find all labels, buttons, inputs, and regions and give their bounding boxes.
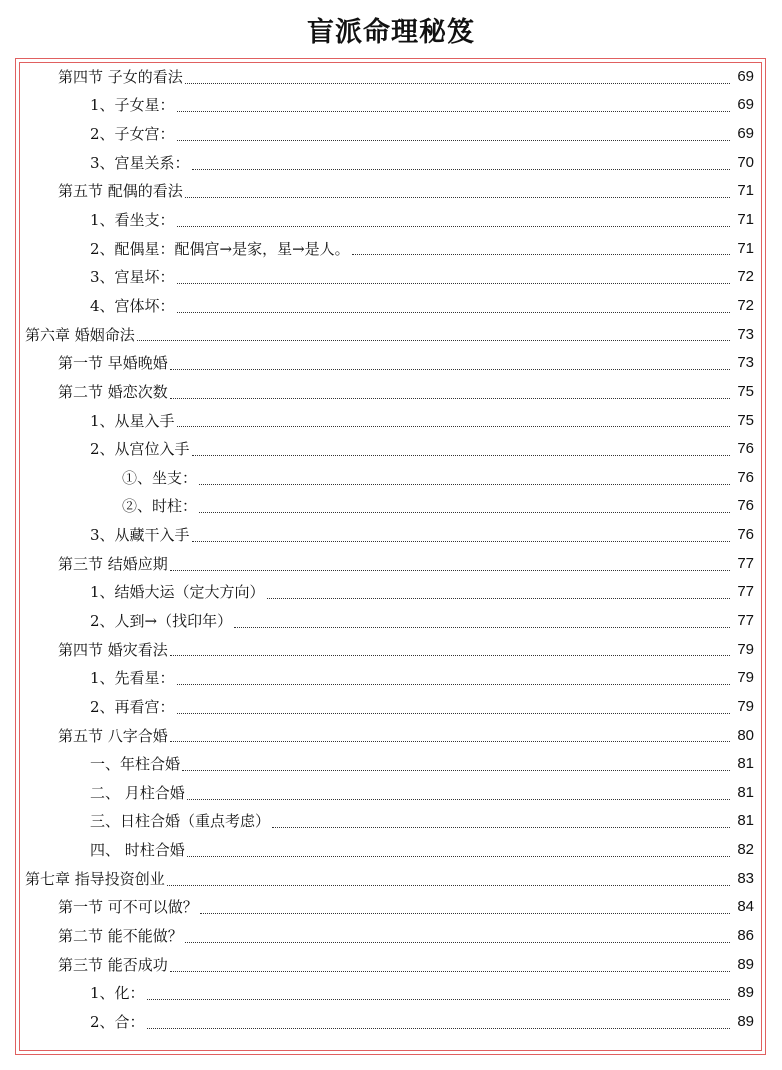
toc-entry-25[interactable] [0, 749, 782, 778]
dot-leader [192, 540, 730, 542]
toc-entry-title: 2、合： [90, 1012, 145, 1031]
toc-page-number: 79 [737, 669, 754, 687]
dot-leader [170, 368, 730, 370]
dot-leader [199, 483, 730, 485]
toc-page-number: 73 [737, 325, 754, 343]
toc-entry-18[interactable] [0, 549, 782, 578]
toc-entry-title: ②、时柱： [122, 497, 198, 516]
dot-leader [185, 196, 730, 198]
dot-leader [200, 912, 730, 914]
toc-entry-19[interactable] [0, 578, 782, 607]
dot-leader [137, 339, 730, 341]
toc-page-number: 71 [737, 239, 754, 257]
toc-entry-title: 1、先看星： [90, 669, 175, 688]
toc-entry-28[interactable] [0, 835, 782, 864]
toc-entry-title: 第四节 婚灾看法 [58, 640, 168, 659]
toc-page-number: 69 [737, 96, 754, 114]
dot-leader [187, 855, 730, 857]
toc-entry-21[interactable] [0, 635, 782, 664]
toc-entry-22[interactable] [0, 663, 782, 692]
toc-entry-title: 第七章 指导投资创业 [25, 869, 165, 888]
toc-entry-title: 2、再看宫： [90, 697, 175, 716]
dot-leader [177, 139, 730, 141]
toc-entry-12[interactable] [0, 377, 782, 406]
toc-page-number: 80 [737, 726, 754, 744]
dot-leader [185, 941, 730, 943]
toc-entry-7[interactable] [0, 234, 782, 263]
toc-entry-10[interactable] [0, 320, 782, 349]
toc-page-number: 89 [737, 1012, 754, 1030]
dot-leader [352, 253, 730, 255]
toc-entry-17[interactable] [0, 520, 782, 549]
toc-entry-title: 4、宫体坏： [90, 296, 175, 315]
toc-entry-29[interactable] [0, 864, 782, 893]
toc-page-number: 69 [737, 67, 754, 85]
dot-leader [182, 769, 730, 771]
dot-leader [147, 1027, 730, 1029]
toc-entry-11[interactable] [0, 348, 782, 377]
toc-entry-30[interactable] [0, 893, 782, 922]
toc-page-number: 73 [737, 354, 754, 372]
toc-page-number: 79 [737, 697, 754, 715]
toc-page-number: 77 [737, 583, 754, 601]
toc-page-number: 79 [737, 640, 754, 658]
dot-leader [199, 511, 730, 513]
dot-leader [177, 225, 730, 227]
toc-entry-title: 2、人到→（找印年） [90, 611, 233, 630]
toc-entry-title: 第二节 婚恋次数 [58, 382, 168, 401]
dot-leader [177, 712, 730, 714]
dot-leader [170, 654, 730, 656]
toc-page-number: 76 [737, 497, 754, 515]
toc-entry-title: 1、从星入手 [90, 411, 175, 430]
toc-entry-title: 2、子女宫： [90, 125, 175, 144]
toc-page-number: 76 [737, 526, 754, 544]
document-title: 盲派命理秘笈 [307, 17, 475, 48]
toc-page-number: 75 [737, 411, 754, 429]
toc-entry-title: 四、 时柱合婚 [90, 841, 185, 860]
toc-entry-27[interactable] [0, 807, 782, 836]
toc-entry-title: 3、宫星关系： [90, 153, 190, 172]
dot-leader [170, 740, 730, 742]
toc-entry-title: 第一节 可不可以做？ [58, 898, 198, 917]
toc-page-number: 72 [737, 268, 754, 286]
toc-entry-24[interactable] [0, 721, 782, 750]
toc-entry-2[interactable] [0, 91, 782, 120]
dot-leader [167, 884, 730, 886]
toc-page-number: 70 [737, 153, 754, 171]
dot-leader [177, 282, 730, 284]
toc-page-number: 76 [737, 468, 754, 486]
toc-entry-5[interactable] [0, 177, 782, 206]
dot-leader [192, 168, 730, 170]
toc-entry-title: 三、日柱合婚（重点考虑） [90, 812, 271, 831]
toc-entry-title: 3、宫星坏： [90, 268, 175, 287]
toc-page-number: 69 [737, 125, 754, 143]
toc-entry-title: 2、从宫位入手 [90, 440, 190, 459]
toc-page-number: 86 [737, 927, 754, 945]
toc-entry-title: 一、年柱合婚 [90, 755, 181, 774]
toc-entry-title: 1、看坐支： [90, 211, 175, 230]
toc-entry-32[interactable] [0, 950, 782, 979]
toc-entry-34[interactable] [0, 1007, 782, 1036]
toc-entry-33[interactable] [0, 979, 782, 1008]
toc-page-number: 72 [737, 296, 754, 314]
toc-entry-3[interactable] [0, 119, 782, 148]
dot-leader [170, 569, 730, 571]
dot-leader [177, 311, 730, 313]
dot-leader [177, 425, 730, 427]
toc-entry-title: 1、结婚大运（定大方向） [90, 583, 265, 602]
dot-leader [185, 82, 730, 84]
toc-page-number: 77 [737, 611, 754, 629]
toc-entry-title: 二、 月柱合婚 [90, 783, 185, 802]
toc-entry-title: 第六章 婚姻命法 [25, 325, 135, 344]
toc-entry-23[interactable] [0, 692, 782, 721]
dot-leader [170, 397, 730, 399]
toc-entry-title: ①、坐支： [122, 468, 198, 487]
toc-entry-title: 第五节 配偶的看法 [58, 182, 183, 201]
toc-page-number: 89 [737, 955, 754, 973]
toc-entry-title: 第三节 结婚应期 [58, 554, 168, 573]
toc-entry-title: 第五节 八字合婚 [58, 726, 168, 745]
toc-page-number: 82 [737, 841, 754, 859]
toc-page-number: 89 [737, 984, 754, 1002]
toc-entry-16[interactable] [0, 492, 782, 521]
toc-entry-title: 1、子女星： [90, 96, 175, 115]
toc-page-number: 83 [737, 869, 754, 887]
dot-leader [187, 798, 730, 800]
toc-page-number: 71 [737, 211, 754, 229]
toc-page-number: 81 [737, 755, 754, 773]
toc-entry-26[interactable] [0, 778, 782, 807]
toc-entry-title: 2、配偶星：配偶宫→是家，星→是人。 [90, 239, 350, 258]
toc-entry-1[interactable] [0, 62, 782, 91]
dot-leader [267, 597, 730, 599]
dot-leader [272, 826, 730, 828]
toc-entry-9[interactable] [0, 291, 782, 320]
dot-leader [234, 626, 730, 628]
toc-entry-4[interactable] [0, 148, 782, 177]
toc-entry-13[interactable] [0, 406, 782, 435]
dot-leader [147, 998, 730, 1000]
toc-entry-31[interactable] [0, 921, 782, 950]
toc-page-number: 77 [737, 554, 754, 572]
dot-leader [177, 110, 730, 112]
toc-entry-title: 3、从藏干入手 [90, 526, 190, 545]
toc-entry-title: 第三节 能否成功 [58, 955, 168, 974]
toc-entry-title: 1、化： [90, 984, 145, 1003]
toc-page-number: 81 [737, 812, 754, 830]
dot-leader [177, 683, 730, 685]
table-of-contents [0, 62, 782, 1036]
toc-entry-14[interactable] [0, 434, 782, 463]
dot-leader [170, 970, 730, 972]
toc-page-number: 81 [737, 783, 754, 801]
toc-page-number: 71 [737, 182, 754, 200]
toc-entry-15[interactable] [0, 463, 782, 492]
toc-page-number: 84 [737, 898, 754, 916]
dot-leader [192, 454, 730, 456]
toc-entry-title: 第四节 子女的看法 [58, 67, 183, 86]
toc-entry-20[interactable] [0, 606, 782, 635]
toc-entry-8[interactable] [0, 262, 782, 291]
toc-entry-title: 第二节 能不能做？ [58, 927, 183, 946]
toc-page-number: 76 [737, 440, 754, 458]
toc-page-number: 75 [737, 382, 754, 400]
toc-entry-6[interactable] [0, 205, 782, 234]
toc-entry-title: 第一节 早婚晚婚 [58, 354, 168, 373]
